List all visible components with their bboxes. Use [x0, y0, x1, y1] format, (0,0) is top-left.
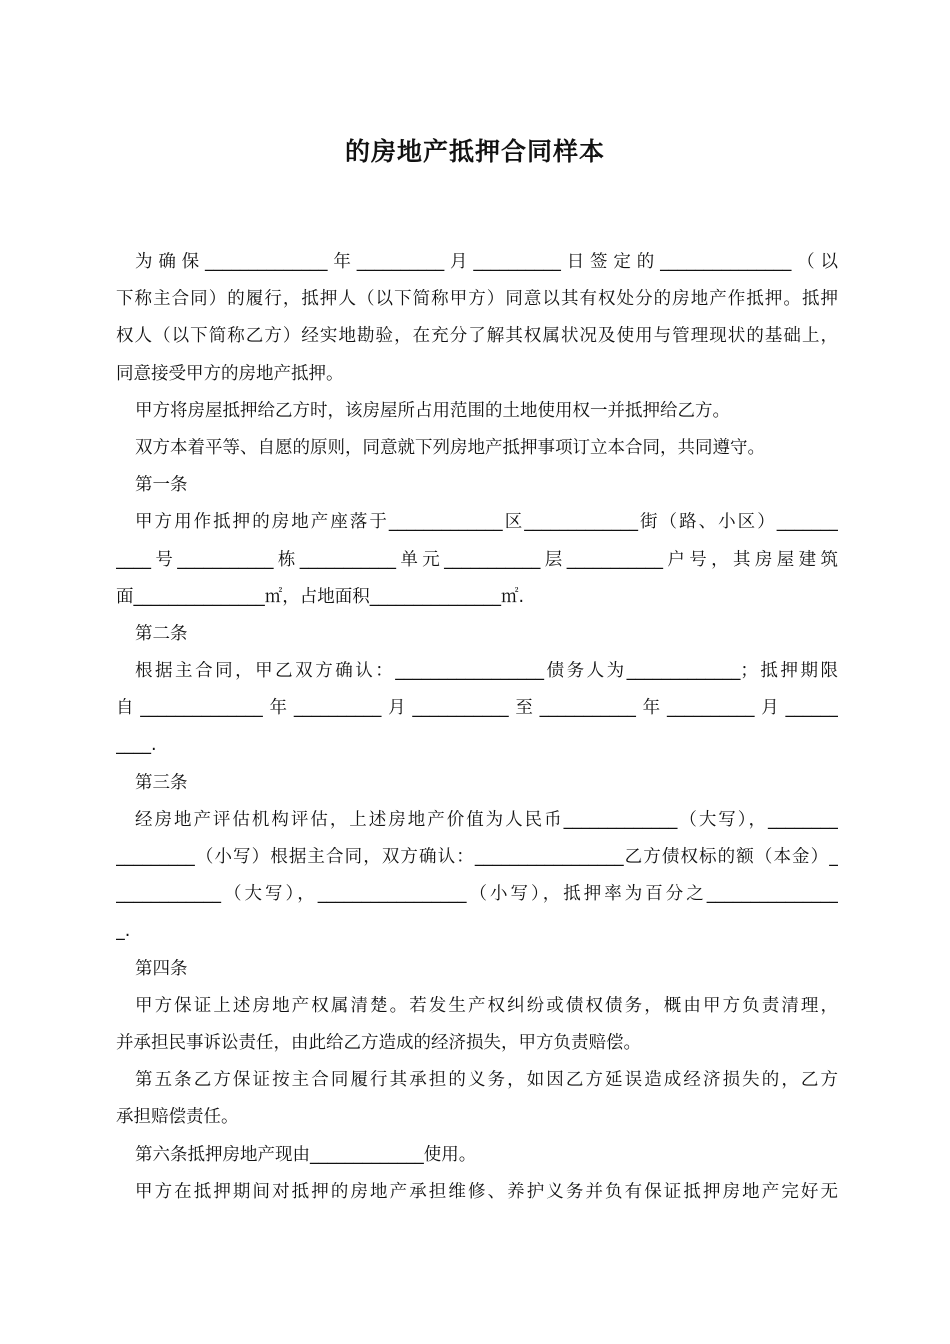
document-line: 根据主合同，甲乙双方确认：_________________债务人为_____________；抵押期限	[135, 661, 838, 682]
document-line: 双方本着平等、自愿的原则，同意就下列房地产抵押事项订立本合同，共同遵守。	[135, 437, 765, 458]
document-line: ____.	[116, 735, 157, 756]
document-line: ____________（大写），_________________（小写），抵押率为百分之_______________	[116, 884, 838, 905]
document-line: 第二条	[135, 623, 188, 644]
document-line: 甲方用作抵押的房地产座落于_____________区_____________街（路、小区）_______	[135, 512, 838, 533]
document-line: 权人（以下简称乙方）经实地勘验，在充分了解其权属状况及使用与管理现状的基础上，	[116, 326, 838, 347]
document-line: _.	[116, 921, 131, 942]
document-line: _________（小写）根据主合同，双方确认：_________________乙方债权标的额（本金）_	[116, 847, 838, 867]
document-line: 并承担民事诉讼责任，由此给乙方造成的经济损失，甲方负责赔偿。	[116, 1032, 641, 1053]
document-title: 的房地产抵押合同样本	[344, 137, 605, 166]
document-line: 第五条乙方保证按主合同履行其承担的义务，如因乙方延误造成经济损失的，乙方	[135, 1070, 838, 1091]
document-line: 下称主合同）的履行，抵押人（以下简称甲方）同意以其有权处分的房地产作抵押。抵押	[116, 289, 838, 310]
document-line: 甲方保证上述房地产权属清楚。若发生产权纠纷或债权债务，概由甲方负责清理，	[135, 995, 838, 1016]
document-line: 同意接受甲方的房地产抵押。	[116, 363, 344, 384]
document-line: 第三条	[135, 772, 188, 793]
document-line: 承担赔偿责任。	[116, 1107, 239, 1128]
document-line: 自______________年__________月___________至___________年__________月______	[116, 698, 838, 719]
document-line: 为确保______________年__________月__________日签定的_______________（以	[135, 252, 838, 272]
document-line: 甲方将房屋抵押给乙方时，该房屋所占用范围的土地使用权一并抵押给乙方。	[135, 400, 730, 421]
document-line: 第六条抵押房地产现由_____________使用。	[135, 1144, 477, 1165]
document-body	[116, 244, 838, 1211]
document-line: ____号___________栋___________单元___________层___________户号，其房屋建筑	[116, 549, 838, 570]
document-line: 甲方在抵押期间对抵押的房地产承担维修、养护义务并负有保证抵押房地产完好无	[135, 1181, 838, 1202]
document-line: 第四条	[135, 958, 188, 979]
document-line: 经房地产评估机构评估，上述房地产价值为人民币_____________（大写），________	[135, 809, 838, 830]
document-line: 面_______________㎡，占地面积_______________㎡.	[116, 586, 525, 607]
document-line: 第一条	[135, 475, 188, 496]
